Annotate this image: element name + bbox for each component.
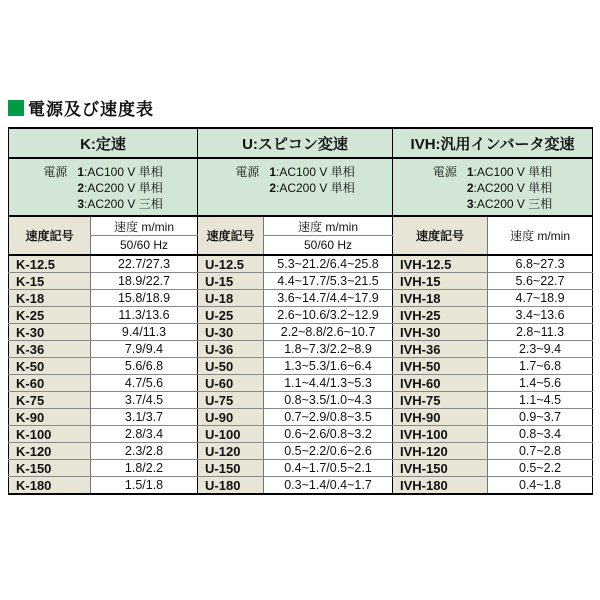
power-option-text: :AC200 V 単相 bbox=[473, 181, 553, 195]
speed-value-cell: 5.3~21.2/6.4~25.8 bbox=[264, 255, 393, 273]
speed-code-cell: IVH-12.5 bbox=[393, 255, 488, 273]
speed-code-cell: K-120 bbox=[9, 443, 91, 460]
table-row bbox=[9, 477, 593, 495]
power-option-number: 2 bbox=[466, 181, 474, 195]
table-row bbox=[9, 443, 593, 460]
speed-value-cell: 2.8~11.3 bbox=[488, 324, 593, 341]
speed-value-cell: 3.7/4.5 bbox=[91, 392, 198, 409]
speed-value-cell: 2.2~8.8/2.6~10.7 bbox=[264, 324, 393, 341]
power-line bbox=[43, 180, 162, 196]
speed-code-cell: K-100 bbox=[9, 426, 91, 443]
power-option-number: 2 bbox=[77, 181, 84, 195]
table-row bbox=[9, 324, 593, 341]
col-header-code-ivh: 速度記号 bbox=[393, 216, 488, 255]
speed-value-cell: 1.7~6.8 bbox=[488, 358, 593, 375]
page-title-row bbox=[8, 95, 592, 120]
speed-code-cell: U-180 bbox=[198, 477, 264, 495]
speed-value-cell: 1.3~5.3/1.6~6.4 bbox=[264, 358, 393, 375]
power-option-text: :AC200 V 単相 bbox=[84, 181, 163, 195]
col-header-hz-u: 50/60 Hz bbox=[264, 236, 393, 256]
speed-code-cell: K-90 bbox=[9, 409, 91, 426]
speed-value-cell: 18.9/22.7 bbox=[91, 273, 198, 290]
speed-value-cell: 1.1~4.4/1.3~5.3 bbox=[264, 375, 393, 392]
section-header-ivh: IVH:汎用インバータ変速 bbox=[393, 128, 593, 158]
speed-value-cell: 0.8~3.5/1.0~4.3 bbox=[264, 392, 393, 409]
speed-code-cell: U-50 bbox=[198, 358, 264, 375]
power-option-number: 3 bbox=[466, 197, 474, 211]
speed-value-cell: 0.5~2.2 bbox=[488, 460, 593, 477]
section-header-row bbox=[9, 128, 593, 158]
power-label: 電源 bbox=[235, 165, 260, 179]
power-line bbox=[235, 164, 354, 180]
speed-code-cell: K-25 bbox=[9, 307, 91, 324]
power-option-text: :AC200 V 三相 bbox=[473, 197, 553, 211]
speed-value-cell: 9.4/11.3 bbox=[91, 324, 198, 341]
speed-code-cell: K-15 bbox=[9, 273, 91, 290]
speed-code-cell: U-60 bbox=[198, 375, 264, 392]
speed-value-cell: 0.7~2.9/0.8~3.5 bbox=[264, 409, 393, 426]
col-header-hz-k: 50/60 Hz bbox=[91, 236, 198, 256]
power-label: 電源 bbox=[43, 165, 68, 179]
power-option-text: :AC200 V 三相 bbox=[84, 197, 163, 211]
power-options-u bbox=[198, 158, 393, 216]
power-options-ivh bbox=[393, 158, 593, 216]
power-option-number: 1 bbox=[77, 165, 84, 179]
power-option-text: :AC100 V 単相 bbox=[276, 165, 355, 179]
speed-code-cell: IVH-25 bbox=[393, 307, 488, 324]
speed-code-cell: K-12.5 bbox=[9, 255, 91, 273]
speed-code-cell: IVH-150 bbox=[393, 460, 488, 477]
speed-value-cell: 2.3~9.4 bbox=[488, 341, 593, 358]
table-row bbox=[9, 358, 593, 375]
speed-value-cell: 5.6~22.7 bbox=[488, 273, 593, 290]
speed-value-cell: 3.6~14.7/4.4~17.9 bbox=[264, 290, 393, 307]
power-line bbox=[433, 180, 552, 196]
speed-value-cell: 4.7~18.9 bbox=[488, 290, 593, 307]
power-option-number: 1 bbox=[466, 165, 474, 179]
speed-code-cell: IVH-120 bbox=[393, 443, 488, 460]
speed-value-cell: 2.6~10.6/3.2~12.9 bbox=[264, 307, 393, 324]
power-line bbox=[433, 196, 552, 212]
speed-code-cell: IVH-100 bbox=[393, 426, 488, 443]
table-row bbox=[9, 426, 593, 443]
section-header-k: K:定速 bbox=[9, 128, 198, 158]
page-title: 電源及び速度表 bbox=[28, 100, 154, 119]
green-square-icon bbox=[8, 100, 24, 116]
power-options-k bbox=[9, 158, 198, 216]
speed-value-cell: 22.7/27.3 bbox=[91, 255, 198, 273]
speed-value-cell: 1.1~4.5 bbox=[488, 392, 593, 409]
speed-code-cell: K-75 bbox=[9, 392, 91, 409]
speed-code-cell: IVH-36 bbox=[393, 341, 488, 358]
power-option-text: :AC200 V 単相 bbox=[276, 181, 355, 195]
speed-value-cell: 3.1/3.7 bbox=[91, 409, 198, 426]
speed-code-cell: K-50 bbox=[9, 358, 91, 375]
speed-value-cell: 6.8~27.3 bbox=[488, 255, 593, 273]
speed-code-cell: U-75 bbox=[198, 392, 264, 409]
speed-code-cell: U-150 bbox=[198, 460, 264, 477]
speed-code-cell: K-150 bbox=[9, 460, 91, 477]
speed-value-cell: 2.8/3.4 bbox=[91, 426, 198, 443]
speed-code-cell: IVH-60 bbox=[393, 375, 488, 392]
speed-code-cell: U-120 bbox=[198, 443, 264, 460]
power-block bbox=[43, 159, 162, 212]
col-header-speed-ivh: 速度 m/min bbox=[488, 216, 593, 255]
table-row bbox=[9, 392, 593, 409]
speed-value-cell: 5.6/6.8 bbox=[91, 358, 198, 375]
speed-value-cell: 7.9/9.4 bbox=[91, 341, 198, 358]
speed-code-cell: U-25 bbox=[198, 307, 264, 324]
speed-value-cell: 0.3~1.4/0.4~1.7 bbox=[264, 477, 393, 495]
speed-code-cell: IVH-50 bbox=[393, 358, 488, 375]
speed-value-cell: 1.4~5.6 bbox=[488, 375, 593, 392]
speed-value-cell: 1.5/1.8 bbox=[91, 477, 198, 495]
power-speed-table bbox=[8, 127, 593, 495]
speed-value-cell: 0.8~3.4 bbox=[488, 426, 593, 443]
power-option-number: 1 bbox=[269, 165, 276, 179]
speed-value-cell: 0.5~2.2/0.6~2.6 bbox=[264, 443, 393, 460]
power-option-text: :AC100 V 単相 bbox=[84, 165, 163, 179]
speed-value-cell: 2.3/2.8 bbox=[91, 443, 198, 460]
speed-code-cell: U-30 bbox=[198, 324, 264, 341]
power-line bbox=[43, 196, 162, 212]
power-line bbox=[235, 180, 354, 196]
power-option-number: 2 bbox=[269, 181, 276, 195]
speed-code-cell: U-18 bbox=[198, 290, 264, 307]
speed-code-cell: IVH-180 bbox=[393, 477, 488, 495]
table-row bbox=[9, 341, 593, 358]
speed-code-cell: K-36 bbox=[9, 341, 91, 358]
speed-code-cell: IVH-30 bbox=[393, 324, 488, 341]
table-row bbox=[9, 290, 593, 307]
speed-value-cell: 1.8/2.2 bbox=[91, 460, 198, 477]
speed-code-cell: IVH-18 bbox=[393, 290, 488, 307]
power-line bbox=[43, 164, 162, 180]
speed-value-cell: 4.7/5.6 bbox=[91, 375, 198, 392]
speed-code-cell: K-60 bbox=[9, 375, 91, 392]
table-row bbox=[9, 307, 593, 324]
speed-code-cell: K-180 bbox=[9, 477, 91, 495]
table-row bbox=[9, 375, 593, 392]
power-option-number: 3 bbox=[77, 197, 84, 211]
column-header-row bbox=[9, 216, 593, 236]
speed-value-cell: 15.8/18.9 bbox=[91, 290, 198, 307]
col-header-speed-u: 速度 m/min bbox=[264, 216, 393, 236]
power-block bbox=[235, 159, 354, 196]
speed-value-cell: 1.8~7.3/2.2~8.9 bbox=[264, 341, 393, 358]
speed-value-cell: 0.6~2.6/0.8~3.2 bbox=[264, 426, 393, 443]
section-header-u: U:スピコン変速 bbox=[198, 128, 393, 158]
table-row bbox=[9, 409, 593, 426]
speed-code-cell: U-12.5 bbox=[198, 255, 264, 273]
speed-code-cell: IVH-90 bbox=[393, 409, 488, 426]
col-header-code-u: 速度記号 bbox=[198, 216, 264, 255]
speed-code-cell: IVH-75 bbox=[393, 392, 488, 409]
table-row bbox=[9, 460, 593, 477]
speed-value-cell: 3.4~13.6 bbox=[488, 307, 593, 324]
speed-code-cell: U-90 bbox=[198, 409, 264, 426]
power-label: 電源 bbox=[432, 165, 457, 179]
power-option-text: :AC100 V 単相 bbox=[473, 165, 553, 179]
speed-code-cell: U-15 bbox=[198, 273, 264, 290]
speed-value-cell: 11.3/13.6 bbox=[91, 307, 198, 324]
table-row bbox=[9, 255, 593, 273]
speed-value-cell: 0.9~3.7 bbox=[488, 409, 593, 426]
speed-value-cell: 0.7~2.8 bbox=[488, 443, 593, 460]
speed-code-cell: U-100 bbox=[198, 426, 264, 443]
power-block bbox=[433, 159, 552, 212]
speed-code-cell: U-36 bbox=[198, 341, 264, 358]
speed-value-cell: 4.4~17.7/5.3~21.5 bbox=[264, 273, 393, 290]
power-line bbox=[433, 164, 552, 180]
col-header-speed-k: 速度 m/min bbox=[91, 216, 198, 236]
col-header-code-k: 速度記号 bbox=[9, 216, 91, 255]
speed-value-cell: 0.4~1.7/0.5~2.1 bbox=[264, 460, 393, 477]
speed-value-cell: 0.4~1.8 bbox=[488, 477, 593, 495]
speed-code-cell: K-18 bbox=[9, 290, 91, 307]
table-row bbox=[9, 273, 593, 290]
speed-code-cell: K-30 bbox=[9, 324, 91, 341]
power-options-row bbox=[9, 158, 593, 216]
speed-code-cell: IVH-15 bbox=[393, 273, 488, 290]
